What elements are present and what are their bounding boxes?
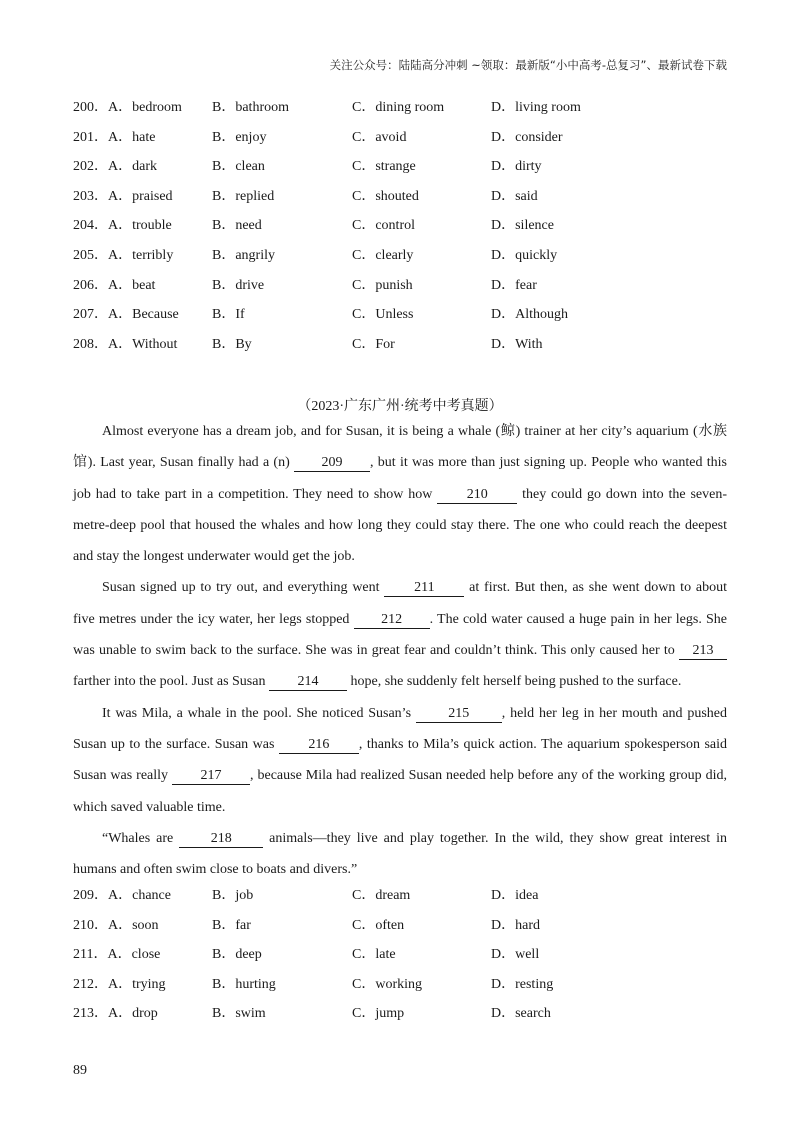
blank-209: 209: [294, 455, 370, 472]
text: five metres under the icy water, her legs stopped: [73, 611, 354, 627]
option-c: C．strange: [352, 159, 416, 175]
option-row: [73, 128, 733, 158]
option-row: [73, 886, 733, 916]
option-a-label: A．praised: [108, 188, 173, 204]
option-b: B．need: [212, 218, 262, 234]
question-number: 203．: [73, 188, 108, 204]
option-b: B．hurting: [212, 976, 276, 992]
blank-218: 218: [179, 831, 263, 848]
option-b: B．far: [212, 917, 251, 933]
option-d: D．idea: [491, 888, 539, 903]
option-a-label: A．bedroom: [108, 100, 182, 115]
passage-line: [73, 547, 727, 578]
question-number: 206．: [73, 277, 108, 293]
option-a: [73, 98, 182, 118]
option-b: B．angrily: [212, 247, 275, 263]
question-number: 213．: [73, 1006, 108, 1022]
passage-line: [73, 485, 727, 516]
option-d: D．fear: [491, 277, 537, 293]
option-a: [73, 276, 155, 296]
passage-line: [73, 422, 727, 453]
option-d: D．resting: [491, 976, 554, 992]
option-c: C．control: [352, 218, 415, 234]
option-c: C．Unless: [352, 307, 414, 323]
text: Susan up to the surface. Susan was: [73, 736, 279, 752]
option-b: B．drive: [212, 277, 265, 293]
option-c: C．shouted: [352, 188, 419, 204]
text: , but it was more than just signing up. People who wanted this: [370, 455, 727, 471]
option-a-label: A．trying: [108, 976, 166, 992]
question-number: 202．: [73, 159, 108, 175]
option-c: C．often: [352, 917, 405, 933]
option-c: C．punish: [352, 277, 413, 293]
question-number: 212．: [73, 976, 108, 992]
question-number: 205．: [73, 247, 108, 263]
option-row: [73, 157, 733, 187]
text: , because Mila had realized Susan needed help before any of the working group did,: [250, 768, 727, 784]
option-a: [73, 246, 173, 266]
passage-line: [73, 516, 727, 547]
passage-line: [73, 453, 727, 484]
question-number: 210．: [73, 917, 108, 933]
passage-line: [73, 610, 727, 641]
option-c: C．For: [352, 336, 395, 352]
option-b: B．bathroom: [212, 100, 289, 115]
option-a: [73, 1004, 158, 1024]
question-number: 207．: [73, 307, 108, 323]
option-c: C．dream: [352, 888, 411, 903]
options-list-top: [73, 98, 733, 364]
question-source: （2023·广东广州·统考中考真题）: [297, 399, 503, 414]
text: animals—they live and play together. In the wild, they show great interest in: [263, 830, 727, 846]
option-b: B．replied: [212, 188, 275, 204]
page-header: 关注公众号：陆陆高分冲刺 ~领取：最新版“小中高考-总复习”、最新试卷下载: [329, 58, 727, 72]
option-c: C．jump: [352, 1006, 405, 1022]
option-a-label: A．drop: [108, 1006, 158, 1022]
question-number: 209．: [73, 888, 108, 903]
option-row: [73, 916, 733, 946]
option-d: D．well: [491, 947, 540, 963]
blank-217: 217: [172, 768, 250, 785]
option-a-label: A．Because: [108, 307, 179, 323]
text: . The cold water caused a huge pain in her legs. She: [429, 611, 727, 627]
blank-215: 215: [416, 706, 502, 723]
option-d: D．hard: [491, 917, 540, 933]
option-row: [73, 216, 733, 246]
text: was unable to swim back to the surface. She was in great fear and couldn’t think. This only caused her to: [73, 643, 679, 659]
option-a: [73, 305, 179, 325]
passage-line: [73, 798, 727, 829]
option-a-label: A．hate: [108, 129, 156, 145]
blank-216: 216: [279, 737, 359, 754]
option-d: D．Although: [491, 307, 568, 323]
option-a: [73, 335, 177, 355]
question-number: 208．: [73, 336, 108, 352]
option-d: D．consider: [491, 129, 563, 145]
passage-line: [73, 578, 727, 609]
page-number: 89: [73, 1063, 87, 1078]
passage-line: [73, 829, 727, 860]
text: Susan signed up to try out, and everything went: [102, 580, 385, 596]
options-list-bottom: [73, 886, 733, 1034]
blank-210: 210: [437, 487, 517, 504]
option-a-label: A．chance: [108, 888, 171, 903]
option-row: [73, 276, 733, 306]
option-a-label: A．beat: [108, 277, 156, 293]
option-row: [73, 305, 733, 335]
option-b: B．swim: [212, 1006, 266, 1022]
option-a-label: A．close: [107, 947, 161, 963]
option-row: [73, 1004, 733, 1034]
text: humans and often swim close to boats and divers.”: [73, 862, 358, 878]
option-a-label: A．soon: [108, 917, 159, 933]
option-a: [73, 916, 159, 936]
question-number: 211．: [73, 947, 108, 963]
option-b: B．deep: [212, 947, 262, 963]
option-d: D．search: [491, 1006, 551, 1022]
option-d: D．silence: [491, 218, 554, 234]
blank-213: 213: [679, 643, 727, 660]
option-a-label: A．Without: [108, 336, 178, 352]
blank-214: 214: [269, 674, 347, 691]
text: farther into the pool. Just as Susan: [73, 674, 269, 690]
text: It was Mila, a whale in the pool. She noticed Susan’s: [102, 705, 416, 721]
option-b: B．enjoy: [212, 129, 267, 145]
option-c: C．late: [352, 947, 396, 963]
option-row: [73, 945, 733, 975]
option-c: C．working: [352, 976, 422, 992]
text: Susan was really: [73, 768, 173, 784]
option-a: [73, 886, 171, 906]
text: 馆). Last year, Susan finally had a (n): [73, 455, 295, 471]
question-number: 204．: [73, 218, 108, 234]
text: job had to take part in a competition. They need to show how: [73, 486, 438, 502]
option-d: D．living room: [491, 100, 581, 115]
option-a: [73, 128, 155, 148]
option-c: C．avoid: [352, 129, 407, 145]
option-c: C．dining room: [352, 100, 445, 115]
option-b: B．By: [212, 336, 252, 352]
option-b: B．If: [212, 307, 245, 323]
passage-line: [73, 672, 727, 703]
text: , held her leg in her mouth and pushed: [501, 705, 727, 721]
text: and stay the longest underwater would get the job.: [73, 549, 355, 565]
option-row: [73, 98, 733, 128]
cloze-passage: [73, 422, 727, 891]
option-a: [73, 216, 172, 236]
text: hope, she suddenly felt herself being pushed to the surface.: [346, 674, 682, 690]
question-number: 200．: [73, 100, 108, 115]
option-d: D．quickly: [491, 247, 558, 263]
option-b: B．clean: [212, 159, 265, 175]
option-a-label: A．terribly: [108, 247, 174, 263]
text: they could go down into the seven-: [517, 486, 727, 502]
option-b: B．job: [212, 888, 254, 903]
passage-line: [73, 735, 727, 766]
option-row: [73, 335, 733, 365]
option-c: C．clearly: [352, 247, 414, 263]
passage-line: [73, 641, 727, 672]
option-row: [73, 187, 733, 217]
text: Almost everyone has a dream job, and for Susan, it is being a whale (鲸) trainer at her city’s aquarium (水族: [102, 424, 727, 439]
option-a-label: A．dark: [108, 159, 157, 175]
option-a: [73, 975, 166, 995]
option-a: [73, 187, 173, 207]
option-row: [73, 246, 733, 276]
option-row: [73, 975, 733, 1005]
blank-211: 211: [384, 580, 464, 597]
text: at first. But then, as she went down to about: [464, 580, 727, 596]
option-a: [73, 945, 160, 965]
passage-line: [73, 766, 727, 797]
text: metre-deep pool that housed the whales and how long they could stay there. The one who could reach the deepest: [73, 517, 727, 533]
text: “Whales are: [102, 830, 180, 846]
question-number: 201．: [73, 129, 108, 145]
option-d: D．With: [491, 336, 543, 352]
option-d: D．said: [491, 188, 538, 204]
text: , thanks to Mila’s quick action. The aquarium spokesperson said: [358, 736, 728, 752]
option-a: [73, 157, 157, 177]
option-d: D．dirty: [491, 159, 542, 175]
option-a-label: A．trouble: [108, 218, 172, 234]
passage-line: [73, 704, 727, 735]
text: which saved valuable time.: [73, 799, 226, 815]
blank-212: 212: [354, 612, 430, 629]
